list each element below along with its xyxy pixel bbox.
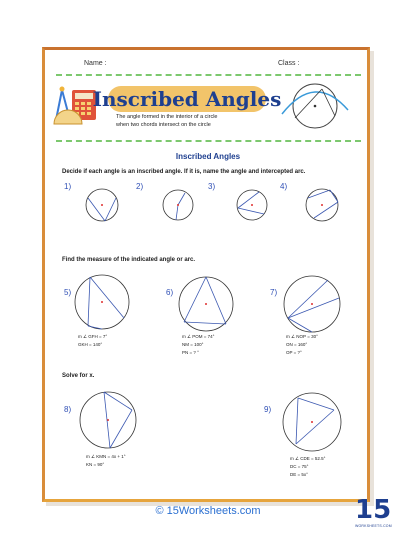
header-divider-bottom [56, 140, 361, 142]
section2-instruction: Find the measure of the indicated angle or arc. [62, 257, 196, 263]
p9-given-3: DE = 5x° [290, 472, 308, 477]
p6-given-2: NM = 100° [182, 342, 204, 347]
footer-copyright-link[interactable]: © 15Worksheets.com [155, 505, 261, 517]
p5-given-2: GKH = 140° [78, 342, 103, 347]
problem-3-label: 3) [208, 182, 216, 191]
header-divider-top [56, 74, 361, 76]
p7-given-1: m ∠ NOP = 30° [286, 334, 318, 339]
p5-given-1: m ∠ GFH = 7° [78, 334, 108, 339]
problem-2-label: 2) [136, 182, 144, 191]
banner-desc-line2: when two chords intersect on the circle [116, 122, 211, 128]
problem-5-diagram [75, 275, 129, 329]
banner-circle-diagram [282, 84, 348, 128]
problem-7-diagram [284, 276, 340, 332]
problem-3-diagram [237, 190, 267, 220]
p8-given-2: KN = 90° [86, 462, 105, 467]
p6-given-1: m ∠ POM = 74° [182, 334, 215, 339]
site-logo [355, 496, 391, 536]
problem-6-diagram [179, 277, 233, 331]
problem-1-label: 1) [64, 182, 72, 191]
problem-8-label: 8) [64, 405, 72, 414]
section2-diagrams [60, 268, 360, 338]
problem-9-diagram [283, 393, 341, 451]
section1-diagrams [60, 180, 360, 230]
p8-given-1: m ∠ KMN = 4x + 1° [86, 454, 126, 459]
p7-given-2: ON = 160° [286, 342, 308, 347]
section1-instruction: Decide if each angle is an inscribed angle. If it is, name the angle and intercepted arc. [62, 169, 306, 175]
banner-title: Inscribed Angles [92, 87, 282, 111]
p9-given-1: m ∠ CDE = 52.5° [290, 456, 326, 461]
banner-desc-line1: The angle formed in the interior of a circle [116, 114, 218, 120]
problem-4-diagram [306, 189, 338, 221]
p6-given-3: PN = ? ° [182, 350, 199, 355]
section3-diagrams [60, 384, 360, 454]
problem-9-label: 9) [264, 405, 272, 414]
section3-instruction: Solve for x. [62, 373, 95, 379]
problem-1-diagram [86, 189, 118, 221]
problem-8-diagram [80, 392, 136, 448]
problem-6-label: 6) [166, 288, 174, 297]
name-label: Name : [84, 60, 107, 67]
p9-given-2: DC = 75° [290, 464, 309, 469]
problem-7-label: 7) [270, 288, 278, 297]
class-label: Class : [278, 60, 300, 67]
problem-5-label: 5) [64, 288, 72, 297]
logo-text: WORKSHEETS.COM [355, 524, 392, 528]
banner [50, 80, 368, 142]
problem-4-label: 4) [280, 182, 288, 191]
logo-number: 15 [355, 495, 392, 525]
problem-2-diagram [163, 190, 193, 220]
p7-given-3: OP = ?° [286, 350, 302, 355]
worksheet-title: Inscribed Angles [175, 152, 241, 161]
